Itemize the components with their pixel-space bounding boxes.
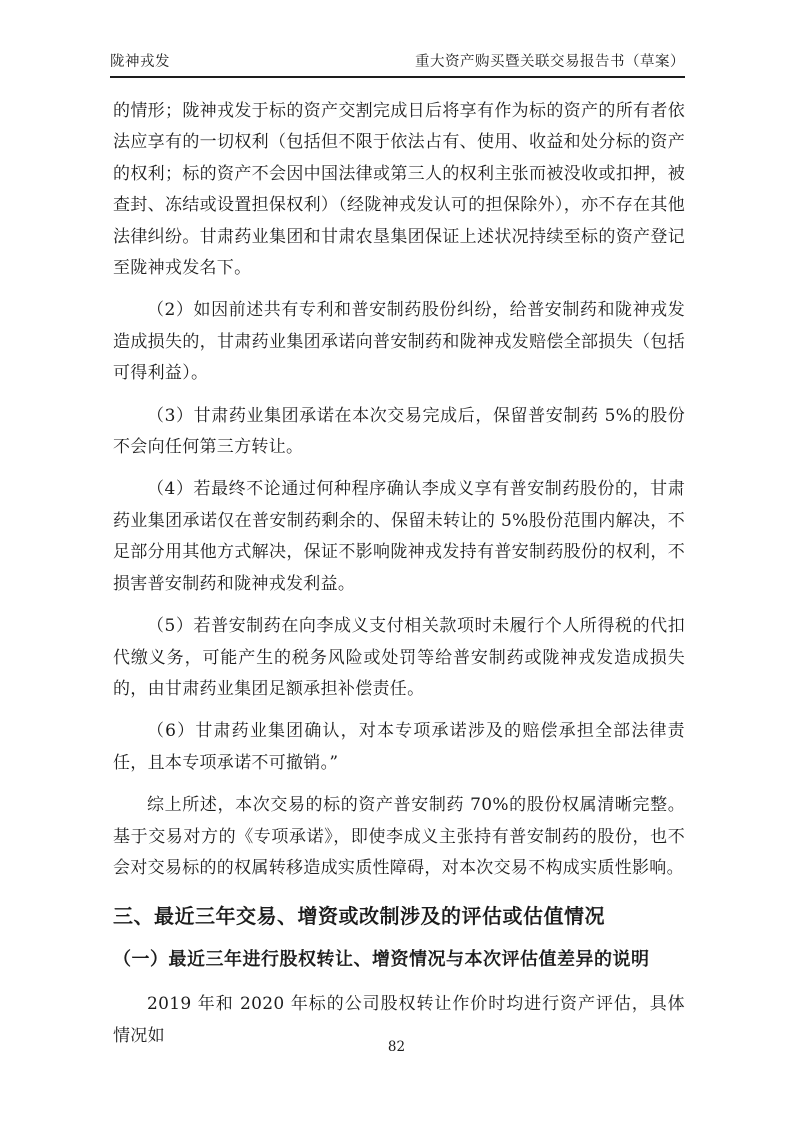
section-heading-evaluation: 三、最近三年交易、增资或改制涉及的评估或估值情况 (113, 904, 605, 929)
paragraph-commitment-3: （3）甘肃药业集团承诺在本次交易完成后，保留普安制药 5%的股份不会向任何第三方转让。 (113, 405, 685, 458)
paragraph-commitment-2: （2）如因前述共有专利和普安制药股份纠纷，给普安制药和陇神戎发造成损失的，甘肃药业集团承诺向普安制药和陇神戎发赔偿全部损失（包括可得利益）。 (113, 300, 685, 384)
paragraph-conclusion: 综上所述，本次交易的标的资产普安制药 70%的股份权属清晰完整。基于交易对方的《专项承诺》，即使李成义主张持有普安制药的股份，也不会对交易标的的权属转移造成实质性障碍，对本次交易不构成实质性影响。 (113, 795, 685, 878)
page-header (110, 50, 685, 78)
page-number: 82 (387, 1039, 406, 1055)
paragraph-commitment-6: （6）甘肃药业集团确认，对本专项承诺涉及的赔偿承担全部法律责任，且本专项承诺不可撤销。” (113, 721, 685, 773)
header-company-name: 陇神戎发 (110, 54, 170, 70)
paragraph-commitment-4: （4）若最终不论通过何种程序确认李成义享有普安制药股份的，甘肃药业集团承诺仅在普安制药剩余的、保留未转让的 5%股份范围内解决，不足部分用其他方式解决，保证不影响陇神戎发持有普安制药股份的权利，不损害普安制药和陇神戎发利益。 (113, 479, 685, 594)
paragraph-commitment-5: （5）若普安制药在向李成义支付相关款项时未履行个人所得税的代扣代缴义务，可能产生的税务风险或处罚等给普安制药或陇神戎发造成损失的，由甘肃药业集团足额承担补偿责任。 (113, 616, 685, 699)
paragraph-continued-asset-rights: 的情形；陇神戎发于标的资产交割完成日后将享有作为标的资产的所有者依法应享有的一切权利（包括但不限于依法占有、使用、收益和处分标的资产的权利；标的资产不会因中国法律或第三人的权利主张而被没收或扣押，被查封、冻结或设置担保权利）（经陇神戎发认可的担保除外），亦不存在其他法律纠纷。甘肃药业集团和甘肃农垦集团保证上述状况持续至标的资产登记至陇神戎发名下。 (113, 101, 685, 279)
paragraph-assessment-intro: 2019 年和 2020 年标的公司股权转让作价时均进行资产评估，具体情况如 (113, 994, 685, 1046)
header-report-title: 重大资产购买暨关联交易报告书（草案） (415, 54, 685, 70)
subsection-heading-equity-transfer: （一）最近三年进行股权转让、增资情况与本次评估值差异的说明 (113, 949, 650, 971)
document-body (113, 96, 685, 1063)
